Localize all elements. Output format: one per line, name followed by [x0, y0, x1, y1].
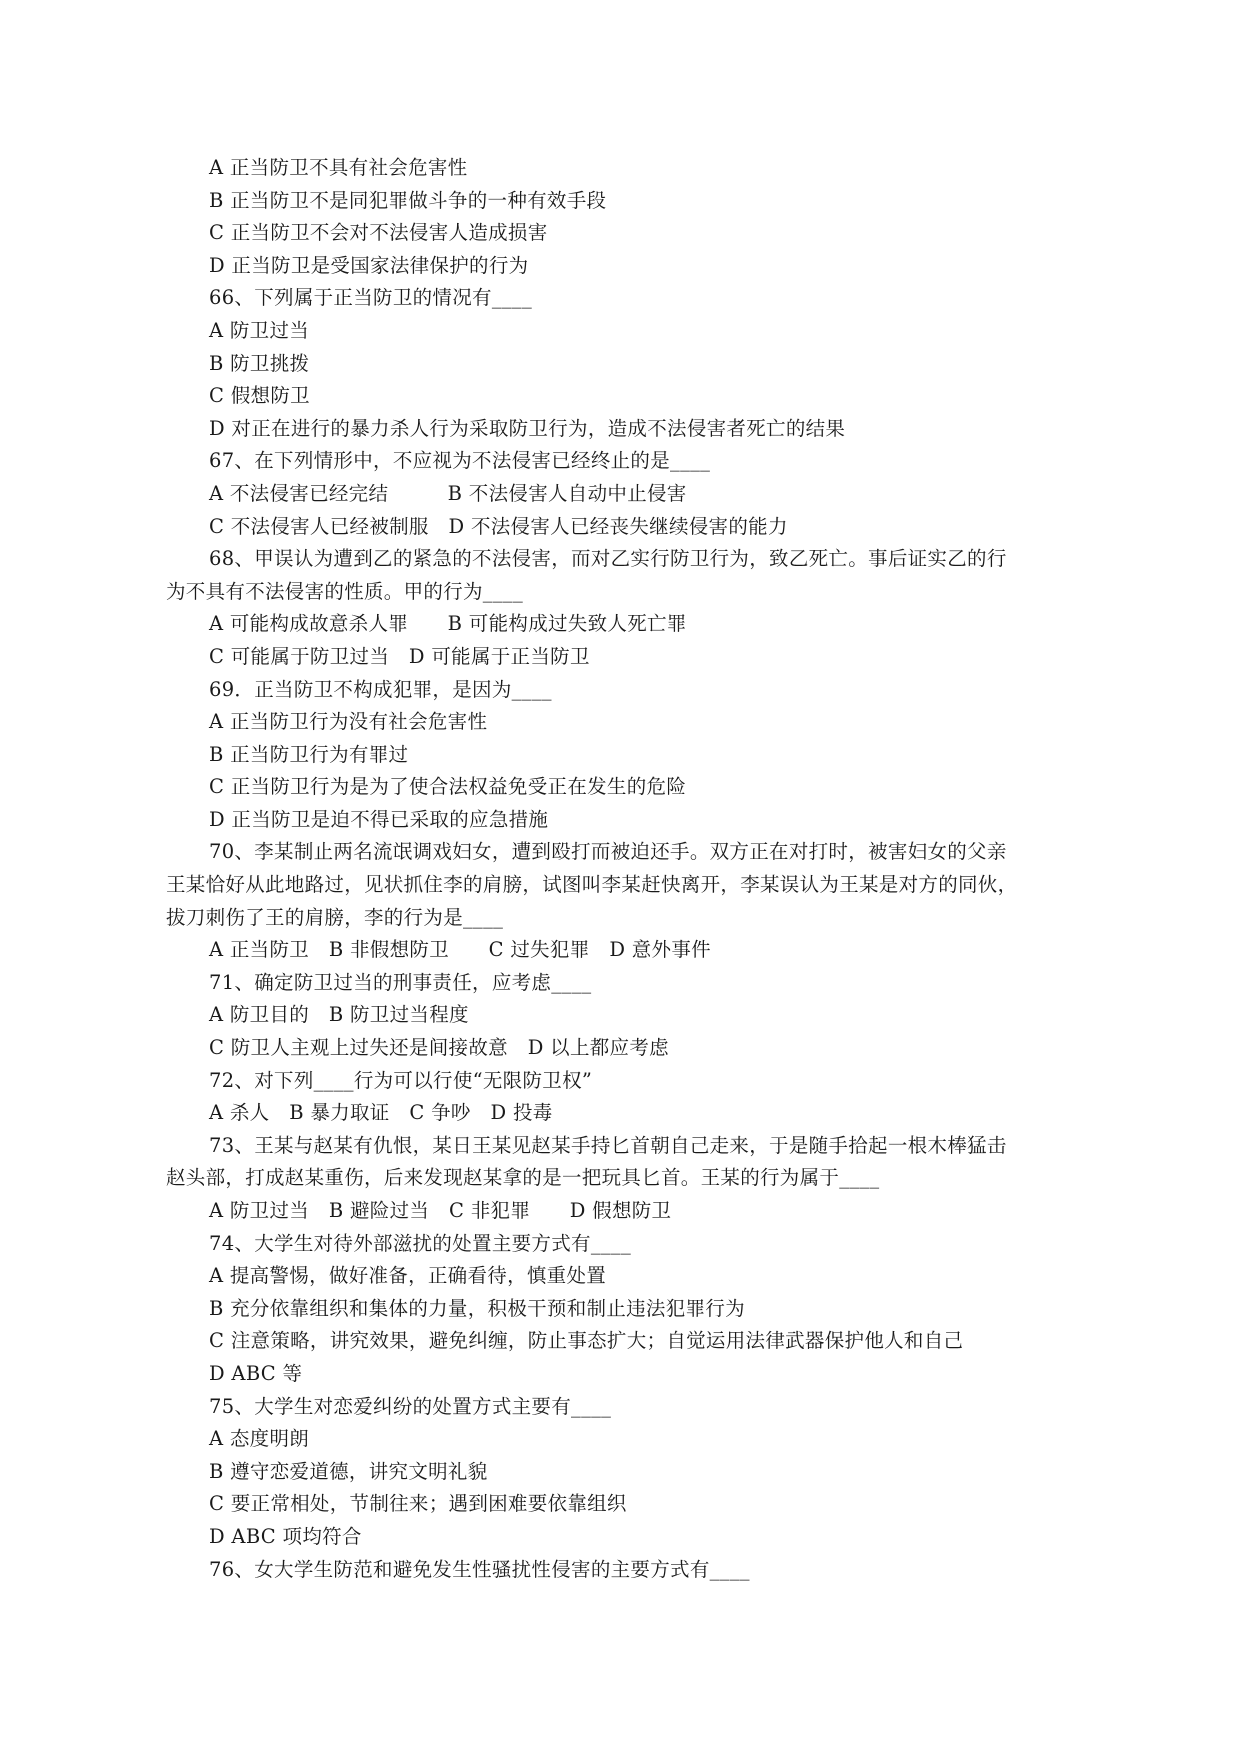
answer-option: A 不法侵害已经完结 B 不法侵害人自动中止侵害 — [209, 481, 687, 505]
question-text-continued: 为不具有不法侵害的性质。甲的行为____ — [166, 579, 523, 603]
answer-option: A 提高警惕，做好准备，正确看待，慎重处置 — [209, 1264, 607, 1288]
answer-option: A 防卫目的 B 防卫过当程度 — [209, 1003, 469, 1027]
question-text: 67、在下列情形中，不应视为不法侵害已经终止的是____ — [209, 449, 711, 473]
answer-option: B 正当防卫行为有罪过 — [209, 742, 409, 766]
question-text: 68、甲误认为遭到乙的紧急的不法侵害，而对乙实行防卫行为，致乙死亡。事后证实乙的行 — [209, 547, 1007, 571]
question-text: 72、对下列____行为可以行使“无限防卫权” — [209, 1068, 593, 1092]
question-text: 76、女大学生防范和避免发生性骚扰性侵害的主要方式有____ — [209, 1557, 750, 1581]
question-list — [166, 152, 1086, 1586]
answer-option: B 正当防卫不是同犯罪做斗争的一种有效手段 — [209, 188, 607, 212]
answer-option: C 注意策略，讲究效果，避免纠缠，防止事态扩大；自觉运用法律武器保护他人和自己 — [209, 1329, 964, 1353]
question-text: 74、大学生对待外部滋扰的处置主要方式有____ — [209, 1231, 632, 1255]
answer-option: C 防卫人主观上过失还是间接故意 D 以上都应考虑 — [209, 1036, 669, 1060]
answer-option: A 防卫过当 B 避险过当 C 非犯罪 D 假想防卫 — [209, 1199, 672, 1222]
question-text: 73、王某与赵某有仇恨，某日王某见赵某手持匕首朝自己走来，于是随手拾起一根木棒猛击 — [209, 1133, 1007, 1157]
answer-option: C 可能属于防卫过当 D 可能属于正当防卫 — [209, 644, 590, 668]
answer-option: A 杀人 B 暴力取证 C 争吵 D 投毒 — [209, 1101, 553, 1125]
answer-option: A 防卫过当 — [209, 318, 310, 342]
answer-option: C 正当防卫不会对不法侵害人造成损害 — [209, 221, 548, 245]
answer-option: A 态度明朗 — [209, 1427, 310, 1451]
answer-option: A 正当防卫行为没有社会危害性 — [209, 710, 488, 734]
question-text-continued: 拔刀刺伤了王的肩膀，李的行为是____ — [166, 905, 504, 929]
answer-option: C 正当防卫行为是为了使合法权益免受正在发生的危险 — [209, 775, 687, 799]
question-text-continued: 赵头部，打成赵某重伤，后来发现赵某拿的是一把玩具匕首。王某的行为属于____ — [166, 1166, 880, 1190]
answer-option: A 正当防卫不具有社会危害性 — [209, 156, 468, 179]
question-text: 71、确定防卫过当的刑事责任，应考虑____ — [209, 970, 592, 994]
answer-option: D ABC 项均符合 — [209, 1524, 362, 1548]
answer-option: A 可能构成故意杀人罪 B 可能构成过失致人死亡罪 — [209, 612, 687, 636]
answer-option: D 正当防卫是受国家法律保护的行为 — [209, 253, 529, 277]
question-text: 69．正当防卫不构成犯罪，是因为____ — [209, 677, 552, 701]
answer-option: D 正当防卫是迫不得已采取的应急措施 — [209, 807, 549, 831]
answer-option: D ABC 等 — [209, 1361, 303, 1385]
question-text: 75、大学生对恋爱纠纷的处置方式主要有____ — [209, 1394, 612, 1418]
answer-option: B 防卫挑拨 — [209, 351, 310, 375]
question-text: 66、下列属于正当防卫的情况有____ — [209, 286, 533, 310]
answer-option: C 要正常相处，节制往来；遇到困难要依靠组织 — [209, 1492, 627, 1516]
answer-option: D 对正在进行的暴力杀人行为采取防卫行为，造成不法侵害者死亡的结果 — [209, 416, 846, 440]
question-text-continued: 王某恰好从此地路过，见状抓住李的肩膀，试图叫李某赶快离开，李某误认为王某是对方的同伙， — [166, 873, 1018, 897]
answer-option: B 充分依靠组织和集体的力量，积极干预和制止违法犯罪行为 — [209, 1296, 745, 1320]
answer-option: C 不法侵害人已经被制服 D 不法侵害人已经丧失继续侵害的能力 — [209, 514, 788, 538]
answer-option: A 正当防卫 B 非假想防卫 C 过失犯罪 D 意外事件 — [209, 938, 711, 962]
question-text: 70、李某制止两名流氓调戏妇女，遭到殴打而被迫还手。双方正在对打时，被害妇女的父亲 — [209, 840, 1007, 864]
answer-option: C 假想防卫 — [209, 384, 310, 408]
answer-option: B 遵守恋爱道德，讲究文明礼貌 — [209, 1459, 488, 1483]
